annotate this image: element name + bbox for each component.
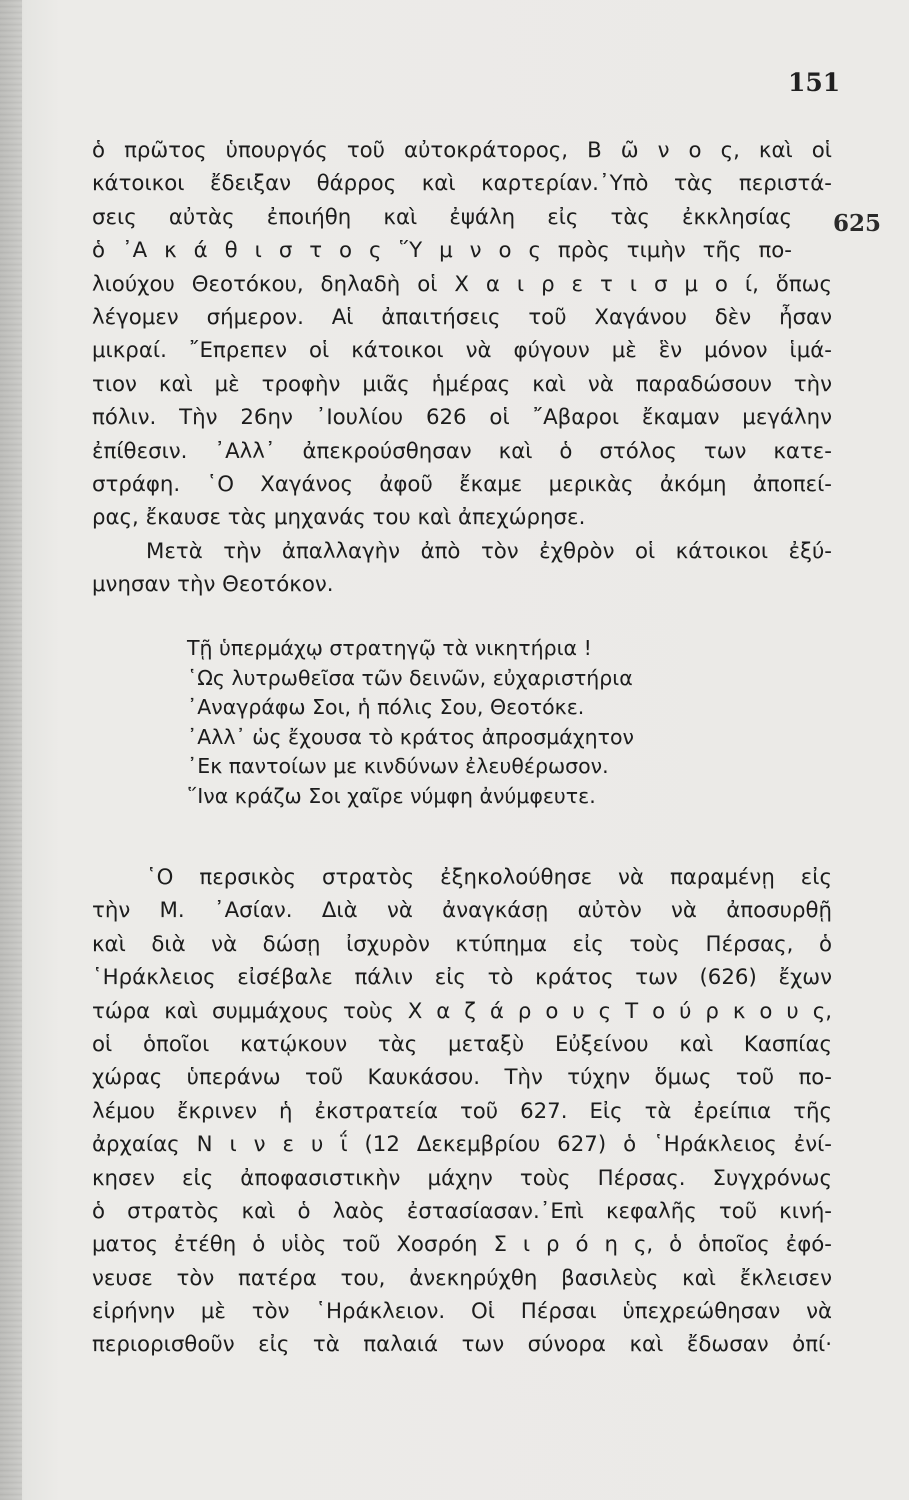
- text-line: λιούχου Θεοτόκου, δηλαδὴ οἱ Χ α ι ρ ε τ ι σ μ ο ί, ὅπως: [92, 271, 832, 297]
- text-line: οἱ ὁποῖοι κατῴκουν τὰς μεταξὺ Εὐξείνου καὶ Κασπίας: [92, 1031, 832, 1057]
- verse-line: ῾Ως λυτρωθεῖσα τῶν δεινῶν, εὐχαριστήρια: [187, 665, 633, 690]
- verse-line: ῞Ινα κράζω Σοι χαῖρε νύμφη ἀνύμφευτε.: [187, 783, 596, 808]
- text-line: μνησαν τὴν Θεοτόκον.: [92, 572, 334, 598]
- page-binding-edge: [0, 0, 22, 1500]
- text-line: στράφη. ῾Ο Χαγάνος ἀφοῦ ἔκαμε μερικὰς ἀκόμη ἀποπεί-: [92, 471, 832, 497]
- paragraph-3: [92, 861, 832, 1362]
- text-line: ῾Ηράκλειος εἰσέβαλε πάλιν εἰς τὸ κράτος των (626) ἔχων: [92, 965, 832, 991]
- page-number: 151: [788, 68, 841, 97]
- text-line: κησεν εἰς ἀποφασιστικὴν μάχην τοὺς Πέρσας. Συγχρόνως: [92, 1165, 832, 1191]
- paragraph-2: [92, 535, 832, 602]
- text-line: ρας, ἔκαυσε τὰς μηχανάς του καὶ ἀπεχώρησε.: [92, 505, 586, 531]
- text-line: ματος ἐτέθη ὁ υἱὸς τοῦ Χοσρόη Σ ι ρ ό η ς, ὁ ὁποῖος ἐφό-: [92, 1232, 832, 1258]
- text-line: ὁ στρατὸς καὶ ὁ λαὸς ἐστασίασαν.᾿Επὶ κεφαλῆς τοῦ κινή-: [92, 1198, 832, 1224]
- text-line: εἰρήνην μὲ τὸν ῾Ηράκλειον. Οἱ Πέρσαι ὑπεχρεώθησαν νὰ: [92, 1299, 832, 1325]
- text-line: λέμου ἔκρινεν ἡ ἐκστρατεία τοῦ 627. Εἰς τὰ ἐρείπια τῆς: [92, 1098, 832, 1124]
- margin-number: 625: [833, 210, 882, 237]
- text-line: Μετὰ τὴν ἀπαλλαγὴν ἀπὸ τὸν ἐχθρὸν οἱ κάτοικοι ἐξύ-: [146, 538, 832, 564]
- text-line: ῾Ο περσικὸς στρατὸς ἐξηκολούθησε νὰ παραμένῃ εἰς: [146, 865, 832, 890]
- text-line: μικραί. ῎Επρεπεν οἱ κάτοικοι νὰ φύγουν μὲ ἓν μόνον ἱμά-: [92, 338, 832, 364]
- text-line: λέγομεν σήμερον. Αἱ ἀπαιτήσεις τοῦ Χαγάνου δὲν ἦσαν: [92, 304, 832, 330]
- text-line: ἀρχαίας Ν ι ν ε υ ΐ (12 Δεκεμβρίου 627) ὁ ῾Ηράκλειος ἐνί-: [92, 1132, 832, 1158]
- text-line: τιον καὶ μὲ τροφὴν μιᾶς ἡμέρας καὶ νὰ παραδώσουν τὴν: [92, 371, 832, 397]
- text-line: ἐπίθεσιν. ᾿Αλλ᾿ ἀπεκρούσθησαν καὶ ὁ στόλος των κατε-: [92, 438, 832, 464]
- text-line: σεις αὐτὰς ἐποιήθη καὶ ἐψάλη εἰς τὰς ἐκκλησίας: [92, 204, 792, 230]
- text-line: πόλιν. Τὴν 26ην ᾿Ιουλίου 626 οἱ ῎Αβαροι ἔκαμαν μεγάλην: [92, 405, 832, 431]
- text-line: χώρας ὑπεράνω τοῦ Καυκάσου. Τὴν τύχην ὅμως τοῦ πο-: [92, 1065, 832, 1091]
- text-line: καὶ διὰ νὰ δώσῃ ἰσχυρὸν κτύπημα εἰς τοὺς Πέρσας, ὁ: [92, 931, 832, 957]
- text-line: ὁ πρῶτος ὑπουργός τοῦ αὐτοκράτορος, Β ῶ ν ο ς, καὶ οἱ: [92, 138, 832, 163]
- verse-line: ᾿Αλλ᾿ ὡς ἔχουσα τὸ κράτος ἀπροσμάχητον: [187, 724, 634, 749]
- text-line: τὴν Μ. ᾿Ασίαν. Διὰ νὰ ἀναγκάσῃ αὐτὸν νὰ ἀποσυρθῇ: [92, 898, 832, 924]
- text-line: νευσε τὸν πατέρα του, ἀνεκηρύχθη βασιλεὺς καὶ ἔκλεισεν: [92, 1265, 832, 1291]
- text-line: κάτοικοι ἔδειξαν θάρρος καὶ καρτερίαν.᾿Υπὸ τὰς περιστά-: [92, 171, 832, 197]
- text-line: περιορισθοῦν εἰς τὰ παλαιά των σύνορα καὶ ἔδωσαν ὀπί·: [92, 1332, 832, 1358]
- verse-line: Τῇ ὑπερμάχῳ στρατηγῷ τὰ νικητήρια !: [187, 636, 592, 660]
- verse-line: ᾿Αναγράφω Σοι, ἡ πόλις Σου, Θεοτόκε.: [187, 695, 585, 719]
- text-line: τώρα καὶ συμμάχους τοὺς Χ α ζ ά ρ ο υ ς Τ ο ύ ρ κ ο υ ς,: [92, 998, 832, 1024]
- hymn-verse: [187, 634, 634, 811]
- verse-line: ᾿Εκ παντοίων με κινδύνων ἐλευθέρωσον.: [187, 754, 609, 778]
- main-text-block: [92, 134, 832, 601]
- text-line: ὁ ᾿Α κ ά θ ι σ τ ο ς ῞Υ μ ν ο ς πρὸς τιμὴν τῆς πο-: [92, 238, 792, 264]
- paragraph-1: [92, 134, 832, 535]
